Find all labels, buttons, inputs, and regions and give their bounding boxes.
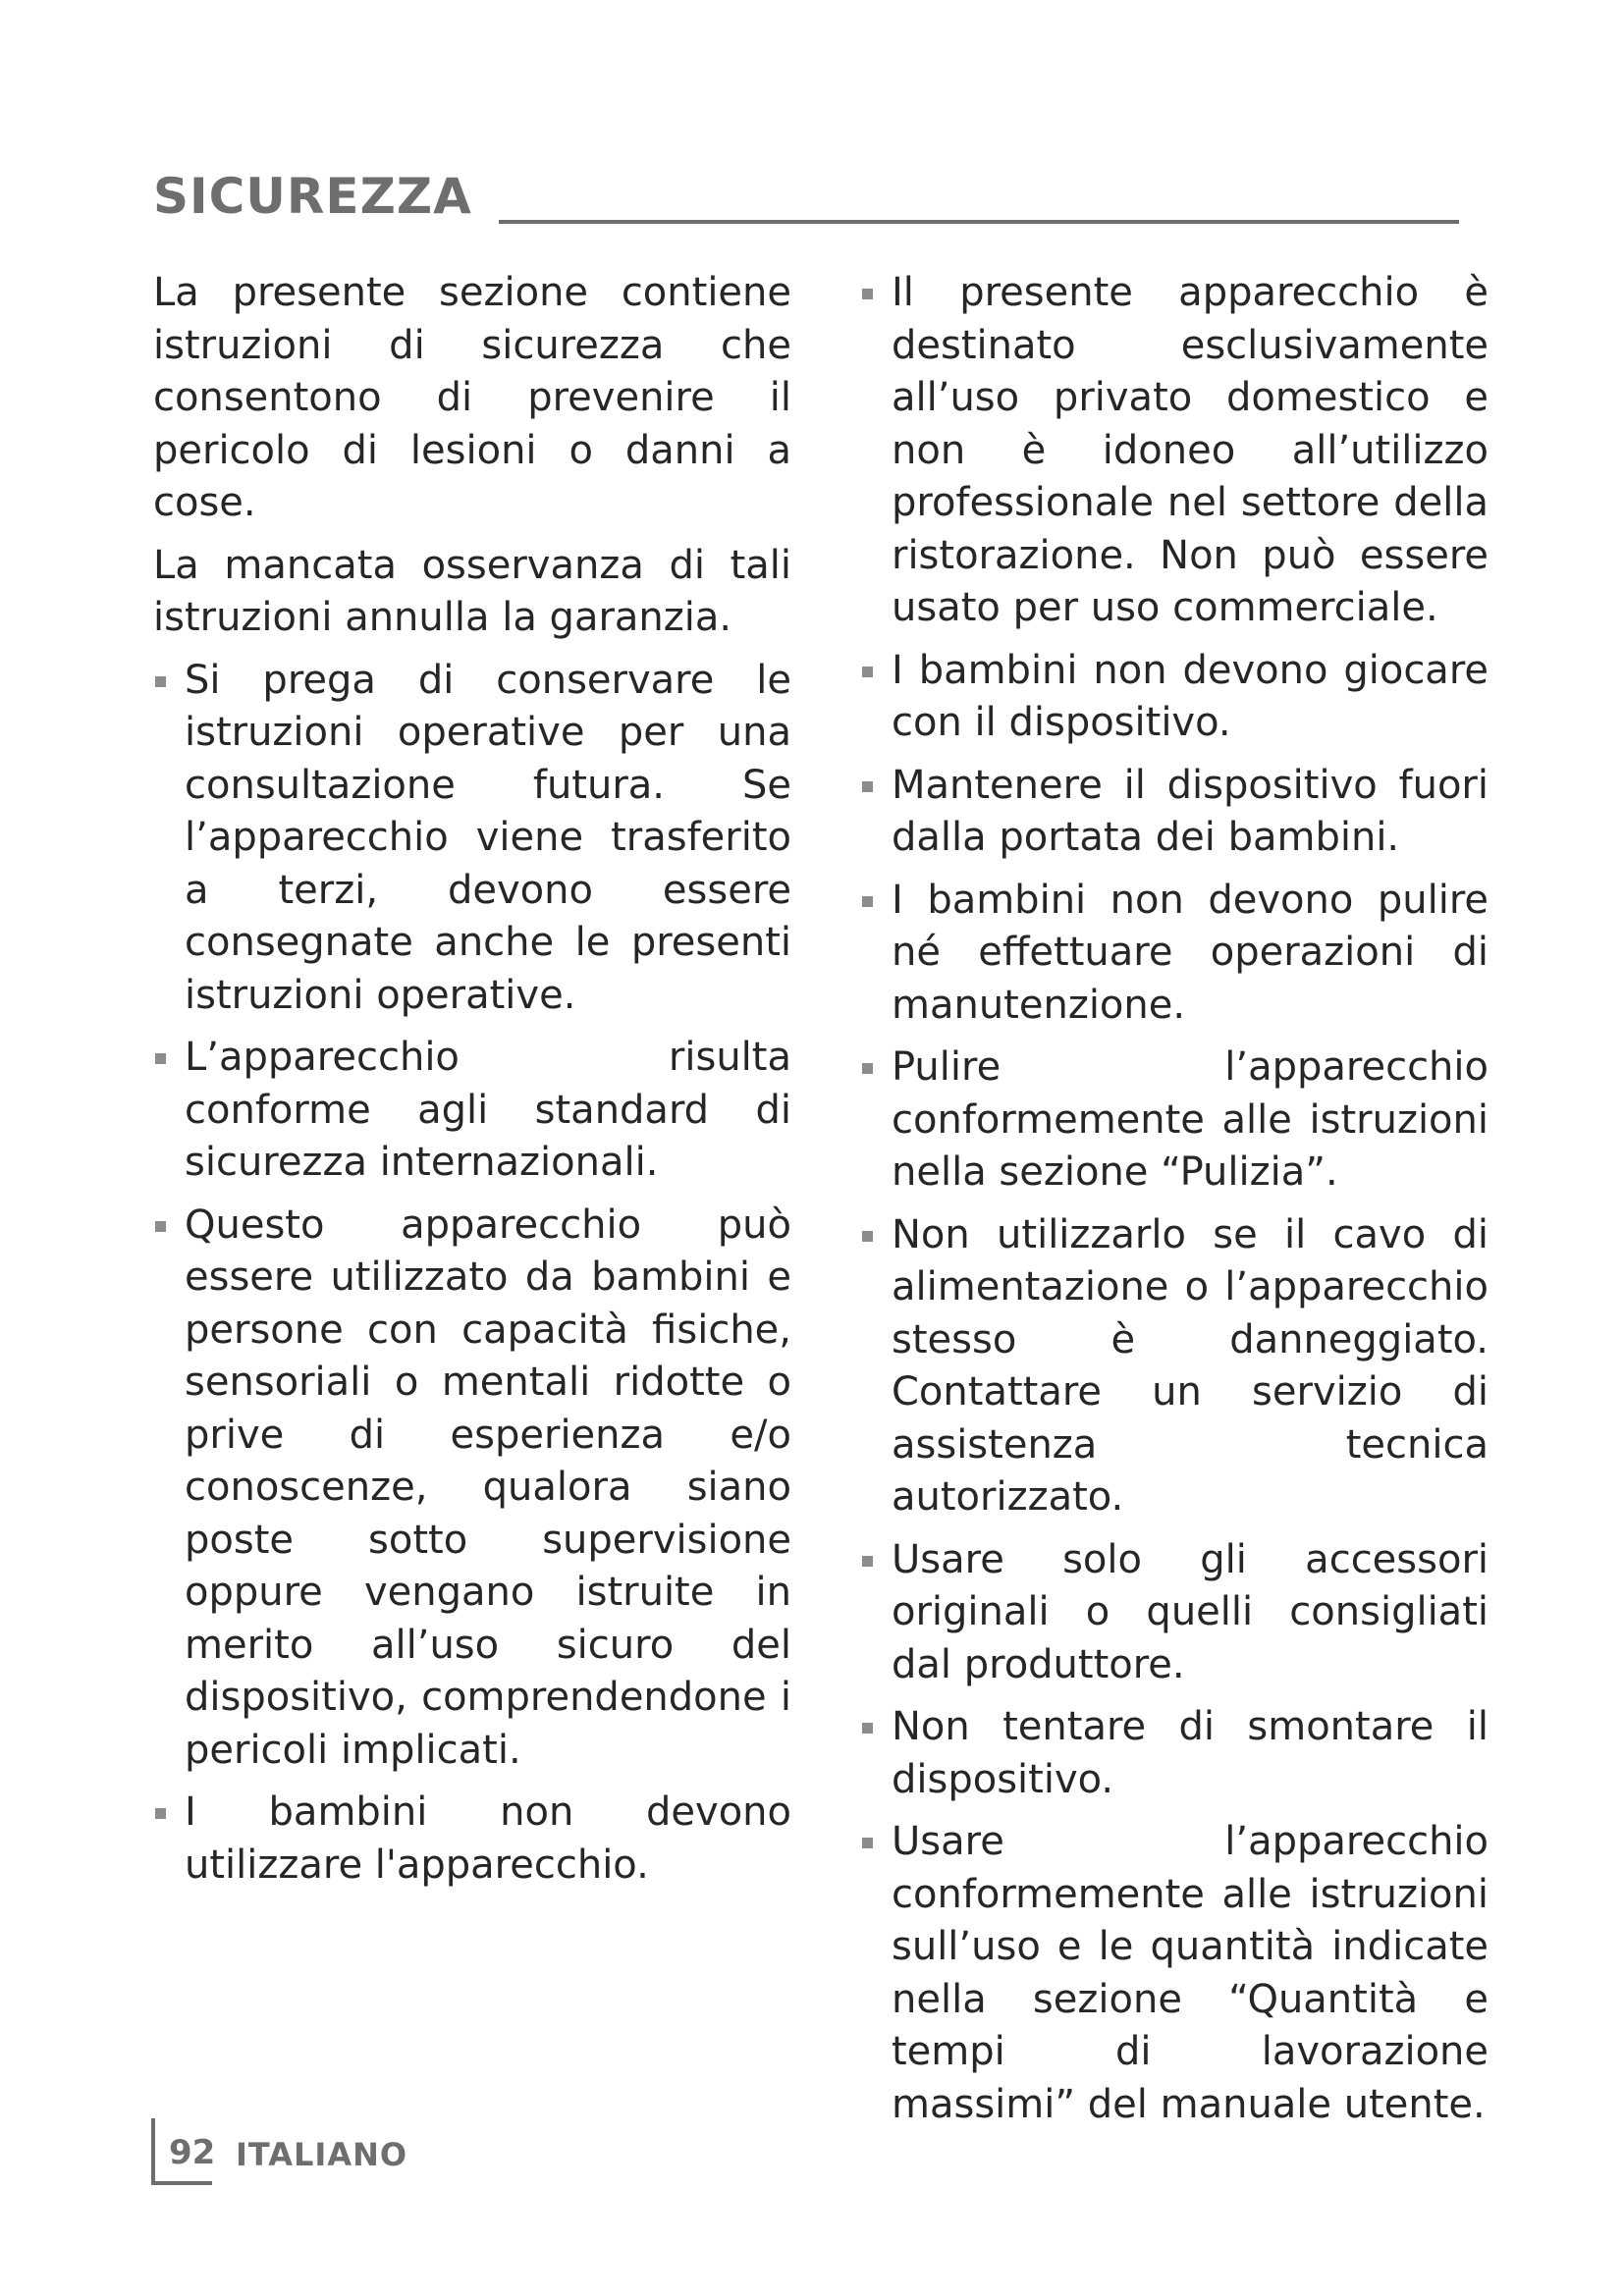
- safety-bullet-standards: [153, 1032, 791, 1190]
- safety-bullet-children-play: [860, 645, 1489, 750]
- safety-bullet-keep-instructions: [153, 655, 791, 1023]
- safety-bullet-children-cleaning: [860, 875, 1489, 1033]
- footer-corner-line: [151, 2118, 155, 2185]
- bullet-text: L’apparecchio risulta conforme agli standard di sicurezza internazionali.: [185, 1035, 791, 1185]
- safety-bullet-accessories: [860, 1534, 1489, 1692]
- square-bullet-icon: [862, 1838, 873, 1848]
- square-bullet-icon: [862, 1231, 873, 1242]
- square-bullet-icon: [155, 1221, 166, 1232]
- bullet-text: Pulire l’apparecchio conformemente alle istruzioni nella sezione “Pulizia”.: [892, 1044, 1489, 1195]
- bullet-text: Usare l’apparecchio conformemente alle istruzioni sull’uso e le quantità indicate nella sezione “Quantità e tempi di lavorazione massimi” del manuale utente.: [892, 1819, 1489, 2127]
- section-title: SICUREZZA: [153, 168, 472, 225]
- square-bullet-icon: [862, 1723, 873, 1734]
- bullet-text: Questo apparecchio può essere utilizzato da bambini e persone con capacità fisiche, sensoriali o mentali ridotte o prive di esperienza e/o conoscenze, qualora siano poste sotto supervisione oppure vengano istruite in merito all’uso sicuro del dispositivo, comprendendone i pericoli implicati.: [185, 1201, 791, 1773]
- safety-bullet-out-of-reach: [860, 760, 1489, 865]
- safety-bullet-damaged-cable: [860, 1209, 1489, 1524]
- square-bullet-icon: [862, 1063, 873, 1074]
- footer-language: ITALIANO: [236, 2136, 408, 2173]
- bullet-text: Non tentare di smontare il dispositivo.: [892, 1704, 1489, 1802]
- header-rule: [499, 220, 1459, 224]
- square-bullet-icon: [862, 289, 873, 299]
- bullet-text: Usare solo gli accessori originali o quelli consigliati dal produttore.: [892, 1536, 1489, 1687]
- safety-bullet-supervision: [153, 1200, 791, 1778]
- section-header: [153, 165, 1459, 228]
- page-footer: [151, 2118, 544, 2189]
- square-bullet-icon: [862, 667, 873, 677]
- bullet-text: I bambini non devono utilizzare l'apparecchio.: [185, 1789, 791, 1888]
- bullet-text: Non utilizzarlo se il cavo di alimentazione o l’apparecchio stesso è danneggiato. Contattare un servizio di assistenza tecnica autorizzato.: [892, 1211, 1489, 1520]
- square-bullet-icon: [862, 781, 873, 792]
- square-bullet-icon: [155, 1053, 166, 1064]
- square-bullet-icon: [862, 1556, 873, 1567]
- bullet-text: I bambini non devono giocare con il dispositivo.: [892, 647, 1489, 745]
- intro-paragraph-1: La presente sezione contiene istruzioni di sicurezza che consentono di prevenire il pericolo di lesioni o danni a cose.: [153, 270, 791, 525]
- footer-underline: [151, 2181, 212, 2185]
- intro-paragraph-2: La mancata osservanza di tali istruzioni annulla la garanzia.: [153, 542, 791, 640]
- bullet-text: Mantenere il dispositivo fuori dalla portata dei bambini.: [892, 762, 1489, 860]
- square-bullet-icon: [862, 896, 873, 907]
- safety-bullet-disassemble: [860, 1701, 1489, 1806]
- safety-bullet-domestic-use: [860, 267, 1489, 635]
- bullet-text: Si prega di conservare le istruzioni operative per una consultazione futura. Se l’apparecchio viene trasferito a terzi, devono essere consegnate anche le presenti istruzioni operative.: [185, 657, 791, 1018]
- bullet-text: Il presente apparecchio è destinato esclusivamente all’uso privato domestico e non è idoneo all’utilizzo professionale nel settore della ristorazione. Non può essere usato per uso commerciale.: [892, 270, 1489, 630]
- safety-bullet-cleaning: [860, 1041, 1489, 1200]
- bullet-text: I bambini non devono pulire né effettuare operazioni di manutenzione.: [892, 877, 1489, 1028]
- safety-bullet-quantities: [860, 1816, 1489, 2131]
- right-column: [860, 267, 1489, 2141]
- square-bullet-icon: [155, 676, 166, 687]
- page-number: 92: [169, 2133, 216, 2172]
- left-column: [153, 267, 791, 1901]
- safety-bullet-children-use: [153, 1787, 791, 1892]
- square-bullet-icon: [155, 1808, 166, 1819]
